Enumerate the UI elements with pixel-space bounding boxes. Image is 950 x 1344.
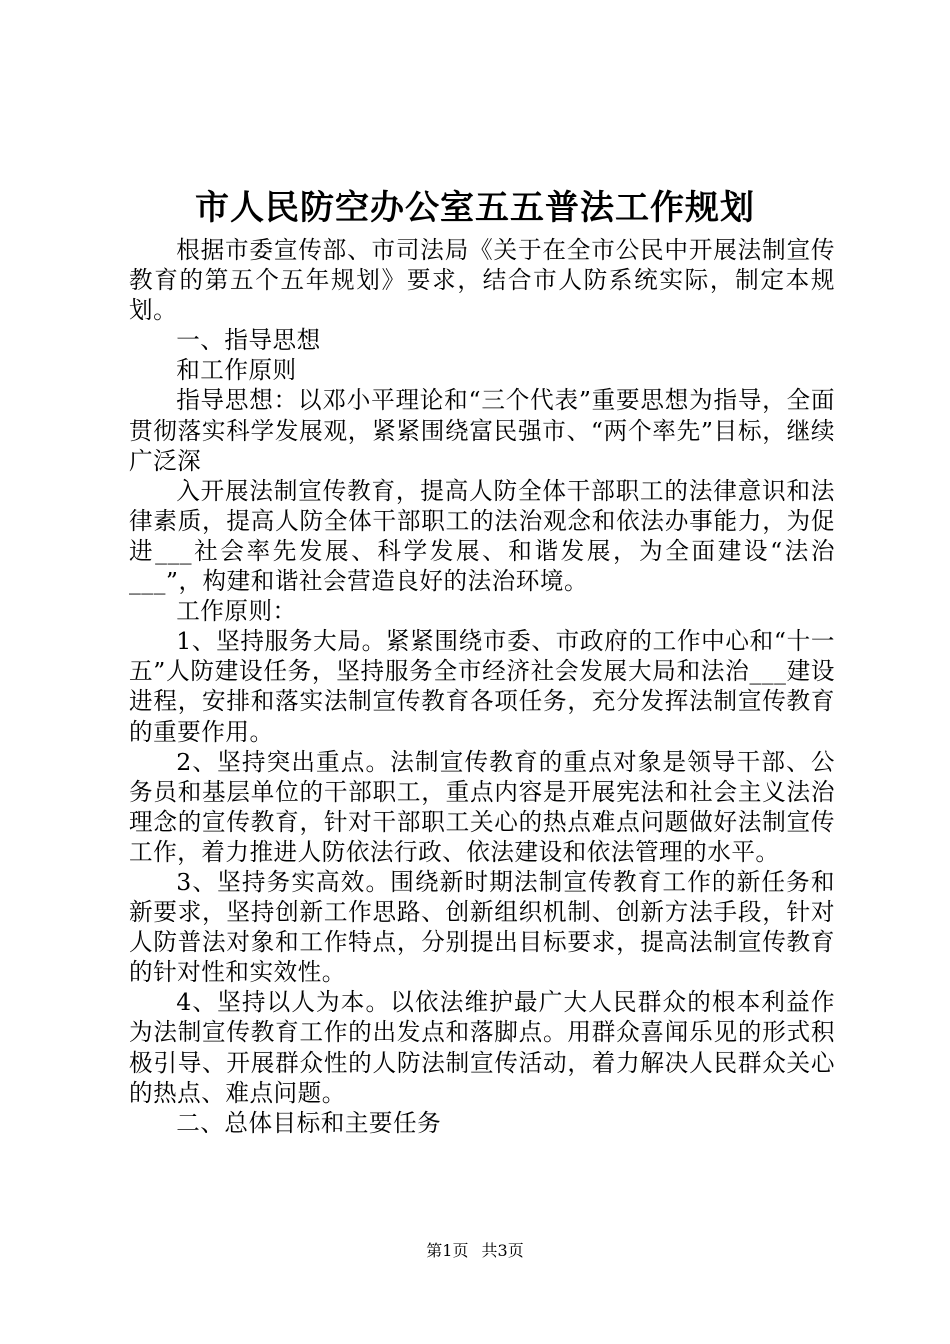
principle-4: 4、坚持以人为本。以依法维护最广大人民群众的根本利益作为法制宣传教育工作的出发点和落脚点。用群众喜闻乐见的形式积极引导、开展群众性的人防法制宣传活动，着力解决人民群众关心的热点、难点问题。 xyxy=(129,988,835,1107)
principle-3: 3、坚持务实高效。围绕新时期法制宣传教育工作的新任务和新要求，坚持创新工作思路、创新组织机制、创新方法手段，针对人防普法对象和工作特点，分别提出目标要求，提高法制宣传教育的针对性和实效性。 xyxy=(129,867,835,987)
page-footer xyxy=(0,1240,950,1262)
heading-guiding-thought: 一、指导思想 xyxy=(176,326,321,355)
principle-1: 1、坚持服务大局。紧紧围绕市委、市政府的工作中心和“十一五”人防建设任务，坚持服务全市经济社会发展大局和法治___建设进程，安排和落实法制宣传教育各项任务，充分发挥法制宣传教育的重要作用。 xyxy=(129,627,835,746)
paragraph-intro: 根据市委宣传部、市司法局《关于在全市公民中开展法制宣传教育的第五个五年规划》要求，结合市人防系统实际，制定本规划。 xyxy=(129,236,835,325)
document-title: 市人民防空办公室五五普法工作规划 xyxy=(195,188,755,228)
heading-work-principles: 和工作原则 xyxy=(176,356,297,385)
heading-goals-tasks: 二、总体目标和主要任务 xyxy=(176,1108,442,1137)
paragraph-legal-education: 入开展法制宣传教育，提高人防全体干部职工的法律意识和法律素质，提高人防全体干部职工的法治观念和依法办事能力，为促进___社会率先发展、科学发展、和谐发展，为全面建设“法治___”，构建和谐社会营造良好的法治环境。 xyxy=(129,476,835,596)
page-number: 第1页 xyxy=(426,1241,469,1260)
page-total: 共3页 xyxy=(481,1241,524,1260)
label-work-principles: 工作原则： xyxy=(176,597,297,626)
paragraph-guiding-thought: 指导思想：以邓小平理论和“三个代表”重要思想为指导，全面贯彻落实科学发展观，紧紧围绕富民强市、“两个率先”目标，继续广泛深 xyxy=(129,386,835,475)
document-body xyxy=(129,235,835,1138)
principle-2: 2、坚持突出重点。法制宣传教育的重点对象是领导干部、公务员和基层单位的干部职工，重点内容是开展宪法和社会主义法治理念的宣传教育，针对干部职工关心的热点难点问题做好法制宣传工作，着力推进人防依法行政、依法建设和依法管理的水平。 xyxy=(129,747,835,866)
